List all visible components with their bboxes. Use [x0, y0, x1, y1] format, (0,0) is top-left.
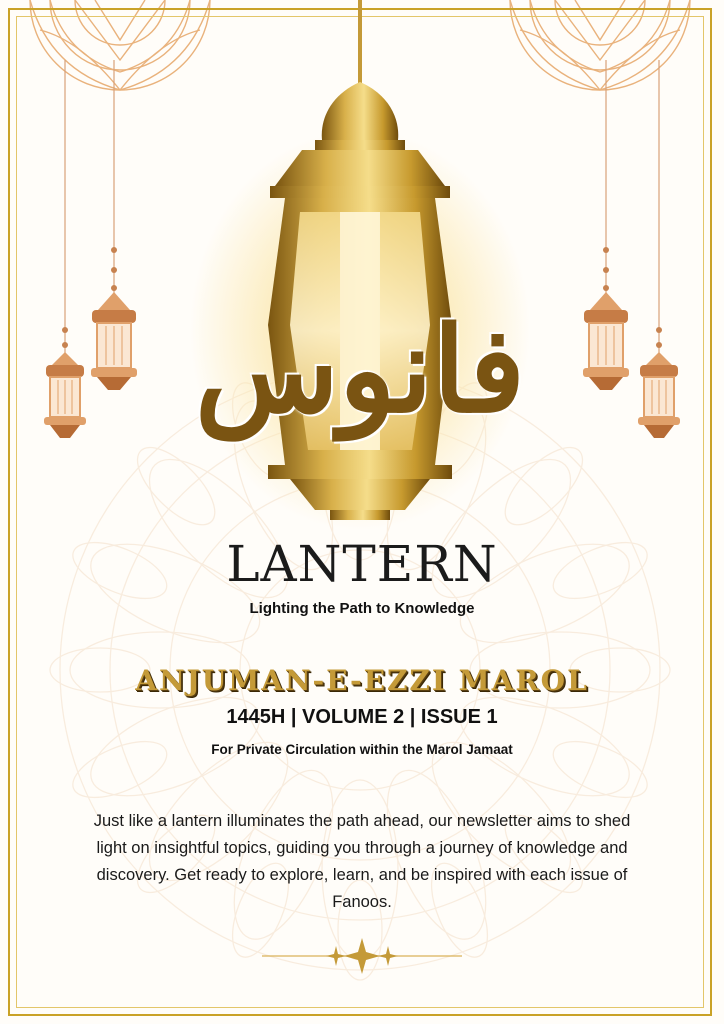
hanging-lantern-right-inner-icon	[580, 60, 632, 400]
sparkle-divider-icon	[262, 936, 462, 976]
organization-name: ANJUMAN-E-EZZI MAROL	[135, 664, 589, 697]
main-lantern-icon	[190, 0, 530, 530]
volume-issue-line: 1445H | VOLUME 2 | ISSUE 1	[226, 706, 498, 728]
arabic-title: فانوس	[194, 300, 526, 439]
circulation-note: For Private Circulation within the Marol Jamaat	[211, 742, 513, 757]
hanging-lantern-right-outer-icon	[634, 60, 684, 450]
latin-title: LANTERN	[226, 535, 498, 593]
hanging-lantern-left-outer-icon	[40, 60, 90, 450]
tagline: Lighting the Path to Knowledge	[249, 600, 475, 617]
hanging-lantern-left-inner-icon	[88, 60, 140, 400]
intro-paragraph: Just like a lantern illuminates the path ahead, our newsletter aims to shed light on insightful topics, guiding you through a journey of knowledge and discovery. Get ready to explore, learn, and be inspired with each issue of Fanoos.	[93, 812, 631, 911]
